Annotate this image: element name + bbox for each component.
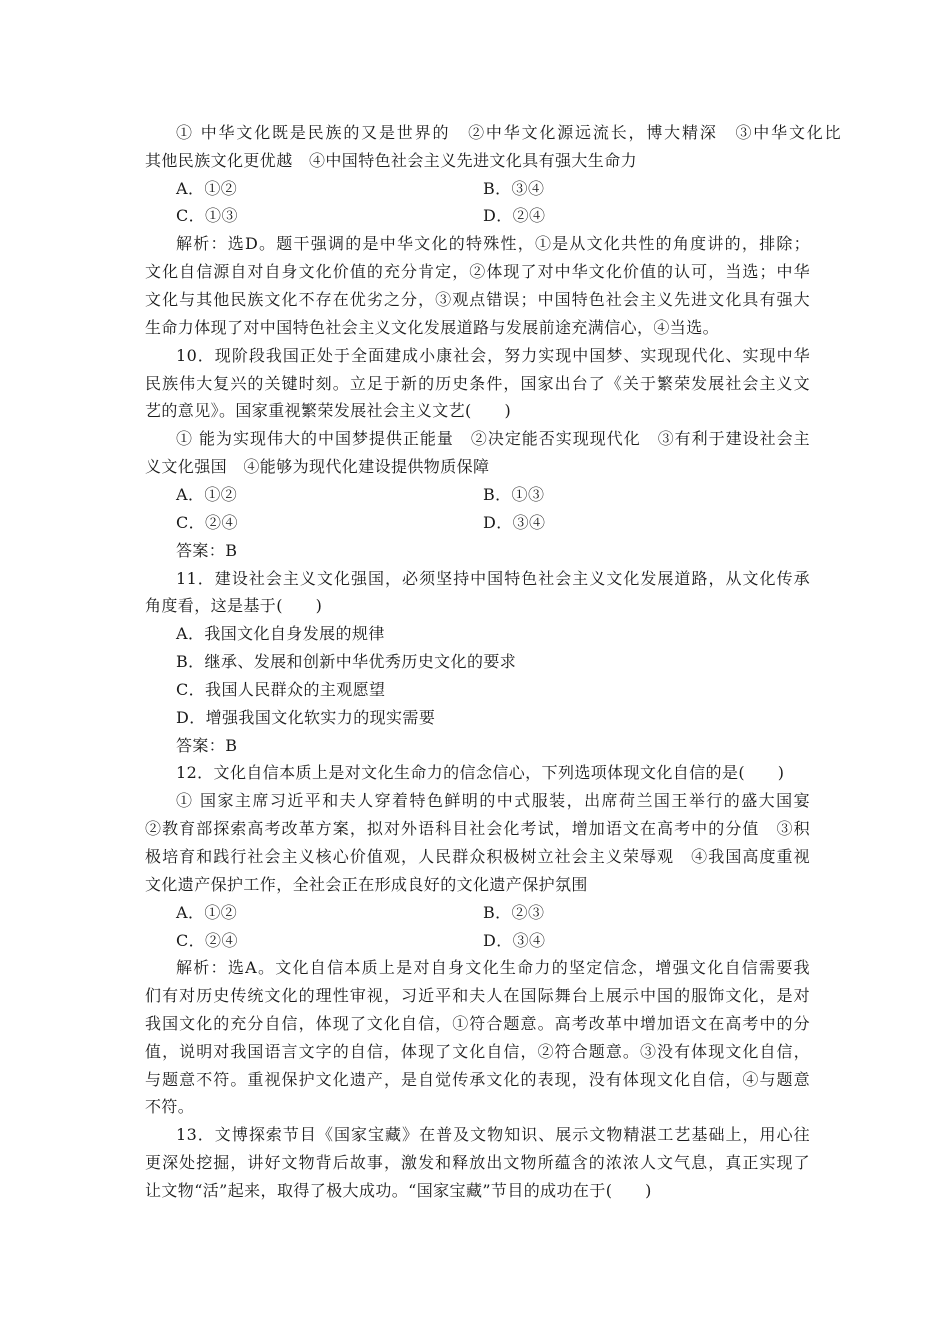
q12-option-b: B．②③ bbox=[483, 903, 545, 922]
q12-analysis-line-3: 我国文化的充分自信，体现了文化自信，①符合题意。高考改革中增加语文在高考中的分 bbox=[145, 1014, 810, 1033]
q10-stem-line-1: 10．现阶段我国正处于全面建成小康社会，努力实现中国梦、实现现代化、实现中华 bbox=[176, 346, 810, 365]
q9-analysis-line-4: 生命力体现了对中国特色社会主义文化发展道路与发展前途充满信心，④当选。 bbox=[145, 318, 720, 337]
q11-stem-line-1: 11．建设社会主义文化强国，必须坚持中国特色社会主义文化发展道路，从文化传承 bbox=[176, 569, 810, 588]
q10-stem-line-2: 民族伟大复兴的关键时刻。立足于新的历史条件，国家出台了《关于繁荣发展社会主义文 bbox=[145, 374, 810, 393]
q12-option-a: A．①② bbox=[176, 903, 238, 922]
q12-items-line-4: 文化遗产保护工作，全社会正在形成良好的文化遗产保护氛围 bbox=[145, 875, 588, 894]
q13-stem-line-2: 更深处挖掘，讲好文物背后故事，激发和释放出文物所蕴含的浓浓人文气息，真正实现了 bbox=[145, 1153, 810, 1172]
q9-analysis-line-2: 文化自信源自对自身文化价值的充分肯定，②体现了对中华文化价值的认可，当选；中华 bbox=[145, 262, 810, 281]
q12-items-line-1: ① 国家主席习近平和夫人穿着特色鲜明的中式服装，出席荷兰国王举行的盛大国宴 bbox=[176, 791, 810, 810]
q10-option-d: D．③④ bbox=[483, 513, 546, 532]
q9-option-b: B．③④ bbox=[483, 179, 545, 198]
q9-option-d: D．②④ bbox=[483, 206, 546, 225]
q9-option-c: C．①③ bbox=[176, 206, 238, 225]
q12-analysis-line-4: 值，说明对我国语言文字的自信，体现了文化自信，②符合题意。③没有体现文化自信， bbox=[145, 1042, 810, 1061]
q10-option-a: A．①② bbox=[176, 485, 238, 504]
q12-analysis-line-5: 与题意不符。重视保护文化遗产，是自觉传承文化的表现，没有体现文化自信，④与题意 bbox=[145, 1070, 810, 1089]
q12-analysis-line-1: 解析：选A。文化自信本质上是对自身文化生命力的坚定信念，增强文化自信需要我 bbox=[176, 958, 810, 977]
q11-option-b: B．继承、发展和创新中华优秀历史文化的要求 bbox=[176, 652, 517, 671]
q12-analysis-line-2: 们有对历史传统文化的理性审视，习近平和夫人在国际舞台上展示中国的服饰文化，是对 bbox=[145, 986, 810, 1005]
q13-stem-line-3: 让文物“活”起来，取得了极大成功。“国家宝藏”节目的成功在于( ) bbox=[145, 1181, 652, 1200]
q12-items-line-2: ②教育部探索高考改革方案，拟对外语科目社会化考试，增加语文在高考中的分值 ③积 bbox=[145, 819, 810, 838]
q13-stem-line-1: 13．文博探索节目《国家宝藏》在普及文物知识、展示文物精湛工艺基础上，用心往 bbox=[176, 1125, 810, 1144]
q12-stem-line-1: 12．文化自信本质上是对文化生命力的信念信心，下列选项体现文化自信的是( ) bbox=[176, 763, 785, 782]
q10-items-line-1: ① 能为实现伟大的中国梦提供正能量 ②决定能否实现现代化 ③有利于建设社会主 bbox=[176, 429, 810, 448]
q11-answer: 答案：B bbox=[176, 736, 238, 755]
q10-stem-line-3: 艺的意见》。国家重视繁荣发展社会主义文艺( ) bbox=[145, 401, 512, 420]
q10-option-c: C．②④ bbox=[176, 513, 238, 532]
q11-option-d: D．增强我国文化软实力的现实需要 bbox=[176, 708, 436, 727]
q9-analysis-line-3: 文化与其他民族文化不存在优劣之分，③观点错误；中国特色社会主义先进文化具有强大 bbox=[145, 290, 810, 309]
q12-option-c: C．②④ bbox=[176, 931, 238, 950]
q10-answer: 答案：B bbox=[176, 541, 238, 560]
q12-items-line-3: 极培育和践行社会主义核心价值观，人民群众积极树立社会主义荣辱观 ④我国高度重视 bbox=[145, 847, 810, 866]
q10-option-b: B．①③ bbox=[483, 485, 545, 504]
q9-items-line-2: 其他民族文化更优越 ④中国特色社会主义先进文化具有强大生命力 bbox=[145, 151, 638, 170]
q11-stem-line-2: 角度看，这是基于( ) bbox=[145, 596, 323, 615]
q12-analysis-line-6: 不符。 bbox=[145, 1097, 195, 1116]
q12-option-d: D．③④ bbox=[483, 931, 546, 950]
q11-option-a: A．我国文化自身发展的规律 bbox=[176, 624, 385, 643]
q9-option-a: A．①② bbox=[176, 179, 238, 198]
q9-items-line-1: ① 中华文化既是民族的又是世界的 ②中华文化源远流长，博大精深 ③中华文化比 bbox=[176, 123, 841, 142]
q9-analysis-line-1: 解析：选D。题干强调的是中华文化的特殊性，①是从文化共性的角度讲的，排除； bbox=[176, 234, 810, 253]
q10-items-line-2: 义文化强国 ④能够为现代化建设提供物质保障 bbox=[145, 457, 490, 476]
q11-option-c: C．我国人民群众的主观愿望 bbox=[176, 680, 386, 699]
